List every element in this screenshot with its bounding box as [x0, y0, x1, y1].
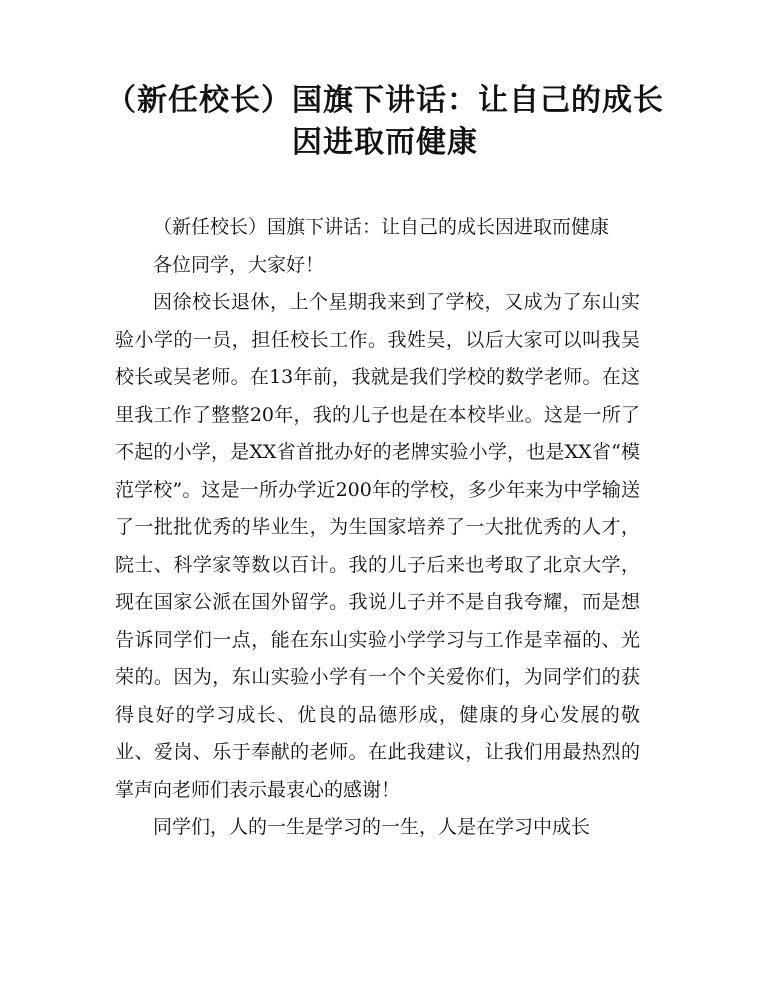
document-title: （新任校长）国旗下讲话：让自己的成长因进取而健康	[106, 83, 664, 160]
paragraph-greeting: 各位同学，大家好！	[153, 253, 325, 276]
document-body	[115, 209, 640, 847]
paragraph-learning: 同学们，人的一生是学习的一生，人是在学习中成长	[153, 816, 591, 838]
paragraph-heading: （新任校长）国旗下讲话：让自己的成长因进取而健康	[153, 216, 610, 238]
paragraph-introduction: 因徐校长退休，上个星期我来到了学校，又成为了东山实验小学的一员，担任校长工作。我姓吴，以后大家可以叫我吴校长或吴老师。在13年前，我就是我们学校的数学老师。在这里我工作了整整20年，我的儿子也是在本校毕业。这是一所了不起的小学，是XX省首批办好的老牌实验小学，也是XX省“模范学校”。这是一所办学近200年的学校，多少年来为中学输送了一批批优秀的毕业生，为生国家培养了一大批优秀的人才，院士、科学家等数以百计。我的儿子后来也考取了北京大学，现在国家公派在国外留学。我说儿子并不是自我夸耀，而是想告诉同学们一点，能在东山实验小学学习与工作是幸福的、光荣的。因为，东山实验小学有一个个关爱你们，为同学们的获得良好的学习成长、优良的品德形成，健康的身心发展的敬业、爱岗、乐于奉献的老师。在此我建议，让我们用最热烈的掌声向老师们表示最衷心的感谢！	[115, 291, 640, 801]
